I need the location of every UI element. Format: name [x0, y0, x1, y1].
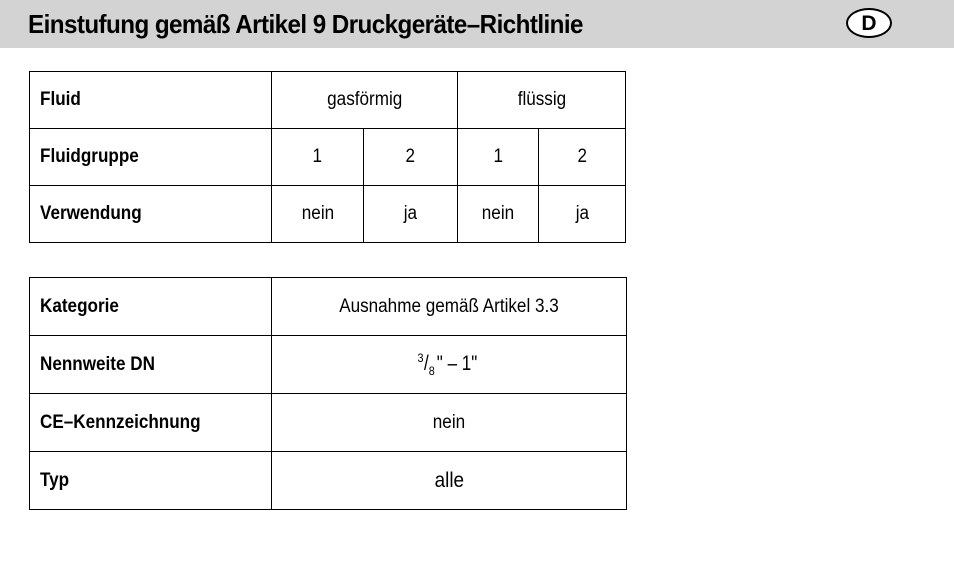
table-row [30, 278, 627, 336]
row-label-nominal-size: Nennweite DN [30, 336, 272, 394]
table-cell: 2 [539, 129, 626, 186]
table-row [30, 394, 627, 452]
cell-category-value: Ausnahme gemäß Artikel 3.3 [272, 278, 627, 336]
fluid-classification-table [29, 71, 626, 243]
table-cell: 1 [458, 129, 539, 186]
table-cell: nein [458, 186, 539, 243]
cell-liquid: flüssig [458, 72, 626, 129]
table-cell: 2 [364, 129, 458, 186]
table-cell: 1 [272, 129, 364, 186]
nominal-size-fraction: $^3/_8$ " – 1" [417, 350, 478, 379]
cell-gaseous: gasförmig [272, 72, 458, 129]
table-row [30, 72, 626, 129]
cell-type-value: alle [272, 452, 627, 510]
row-label-fluid-group: Fluidgruppe [30, 129, 272, 186]
row-label-type: Typ [30, 452, 272, 510]
table-cell: ja [539, 186, 626, 243]
table-row [30, 186, 626, 243]
header-bar [0, 0, 954, 48]
cell-ce-marking-value: nein [272, 394, 627, 452]
table-cell: ja [364, 186, 458, 243]
row-label-fluid: Fluid [30, 72, 272, 129]
row-label-ce-marking: CE–Kennzeichnung [30, 394, 272, 452]
cell-nominal-size-value [272, 336, 627, 394]
table-row [30, 129, 626, 186]
category-table [29, 277, 627, 510]
table-cell: nein [272, 186, 364, 243]
table-row [30, 336, 627, 394]
country-code-badge: D [846, 8, 892, 38]
page-title: Einstufung gemäß Artikel 9 Druckgeräte–Richtlinie [28, 9, 583, 39]
row-label-category: Kategorie [30, 278, 272, 336]
row-label-usage: Verwendung [30, 186, 272, 243]
table-row [30, 452, 627, 510]
